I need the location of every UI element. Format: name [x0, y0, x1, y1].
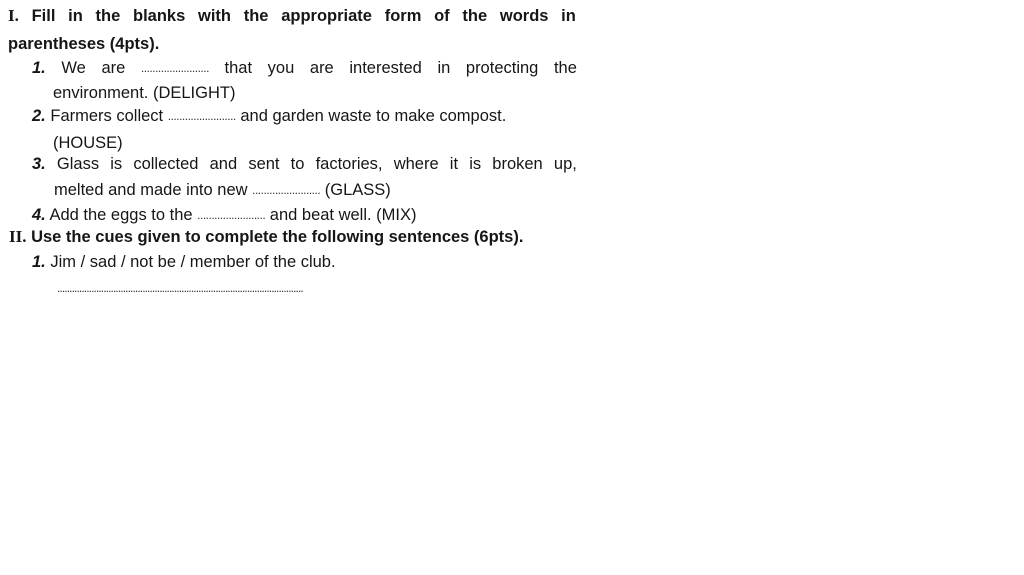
word: and — [209, 155, 238, 173]
section-1-heading — [8, 6, 576, 26]
question-1-line-2: environment. (DELIGHT) — [53, 84, 236, 102]
heading-word: Fill — [31, 7, 56, 25]
word: the — [553, 59, 577, 77]
heading-word: appropriate — [281, 7, 372, 25]
heading-word: blanks — [133, 7, 186, 25]
question-text: Add the eggs to the — [49, 206, 193, 224]
word: interested — [349, 59, 422, 77]
word: in — [437, 59, 451, 77]
section-1-numeral: I. — [8, 6, 19, 25]
question-4-line-1 — [32, 205, 417, 225]
section-2-heading-text: Use the cues given to complete the following sentences (6pts). — [31, 228, 524, 246]
section-2-numeral: II. — [9, 227, 27, 246]
heading-word: of — [434, 7, 450, 25]
answer-blank[interactable]: ........................ — [197, 208, 266, 222]
word: is — [110, 155, 123, 173]
heading-word: words — [499, 7, 549, 25]
heading-word: in — [68, 7, 83, 25]
word: are — [101, 59, 126, 77]
worksheet — [0, 0, 588, 300]
question-text: Farmers collect — [50, 107, 164, 125]
word: sent — [248, 155, 280, 173]
question-text: and garden waste to make compost. — [240, 107, 507, 125]
heading-word: the — [95, 7, 121, 25]
answer-blank[interactable]: ........................ — [167, 109, 236, 123]
question-1-line-1 — [32, 58, 577, 78]
word: protecting — [465, 59, 539, 77]
word: Glass — [56, 155, 100, 173]
question-3-line-2 — [54, 180, 391, 200]
cue-1-line — [32, 252, 336, 272]
answer-blank[interactable]: ........................ — [252, 183, 321, 197]
heading-word: the — [462, 7, 488, 25]
question-text: and beat well. (MIX) — [269, 206, 417, 224]
section-1-heading-line-2: parentheses (4pts). — [8, 35, 160, 53]
cue-text: Jim / sad / not be / member of the club. — [50, 253, 336, 271]
heading-word: the — [243, 7, 269, 25]
question-number: 3. — [32, 155, 46, 173]
word: We — [61, 59, 86, 77]
question-number: 4. — [32, 206, 46, 224]
word: are — [309, 59, 334, 77]
question-3-line-1 — [32, 154, 577, 174]
answer-blank[interactable]: ........................ — [140, 61, 209, 75]
section-2-heading — [9, 227, 523, 247]
heading-word: in — [561, 7, 576, 25]
question-number: 2. — [32, 107, 46, 125]
question-2-line-2: (HOUSE) — [53, 134, 123, 152]
word: you — [267, 59, 295, 77]
word: to — [290, 155, 305, 173]
word: where — [393, 155, 439, 173]
question-number: 1. — [32, 59, 46, 77]
heading-word: form — [384, 7, 422, 25]
heading-word: with — [198, 7, 232, 25]
question-number: 1. — [32, 253, 46, 271]
word: is — [469, 155, 482, 173]
word: that — [224, 59, 253, 77]
question-2-line-1 — [32, 106, 506, 126]
word: it — [449, 155, 459, 173]
question-text: melted and made into new — [54, 181, 248, 199]
word: up, — [553, 155, 577, 173]
answer-line[interactable]: ..................................................................................................... — [57, 281, 303, 295]
word: broken — [492, 155, 543, 173]
word: collected — [133, 155, 199, 173]
question-text: (GLASS) — [324, 181, 391, 199]
word: factories, — [315, 155, 383, 173]
